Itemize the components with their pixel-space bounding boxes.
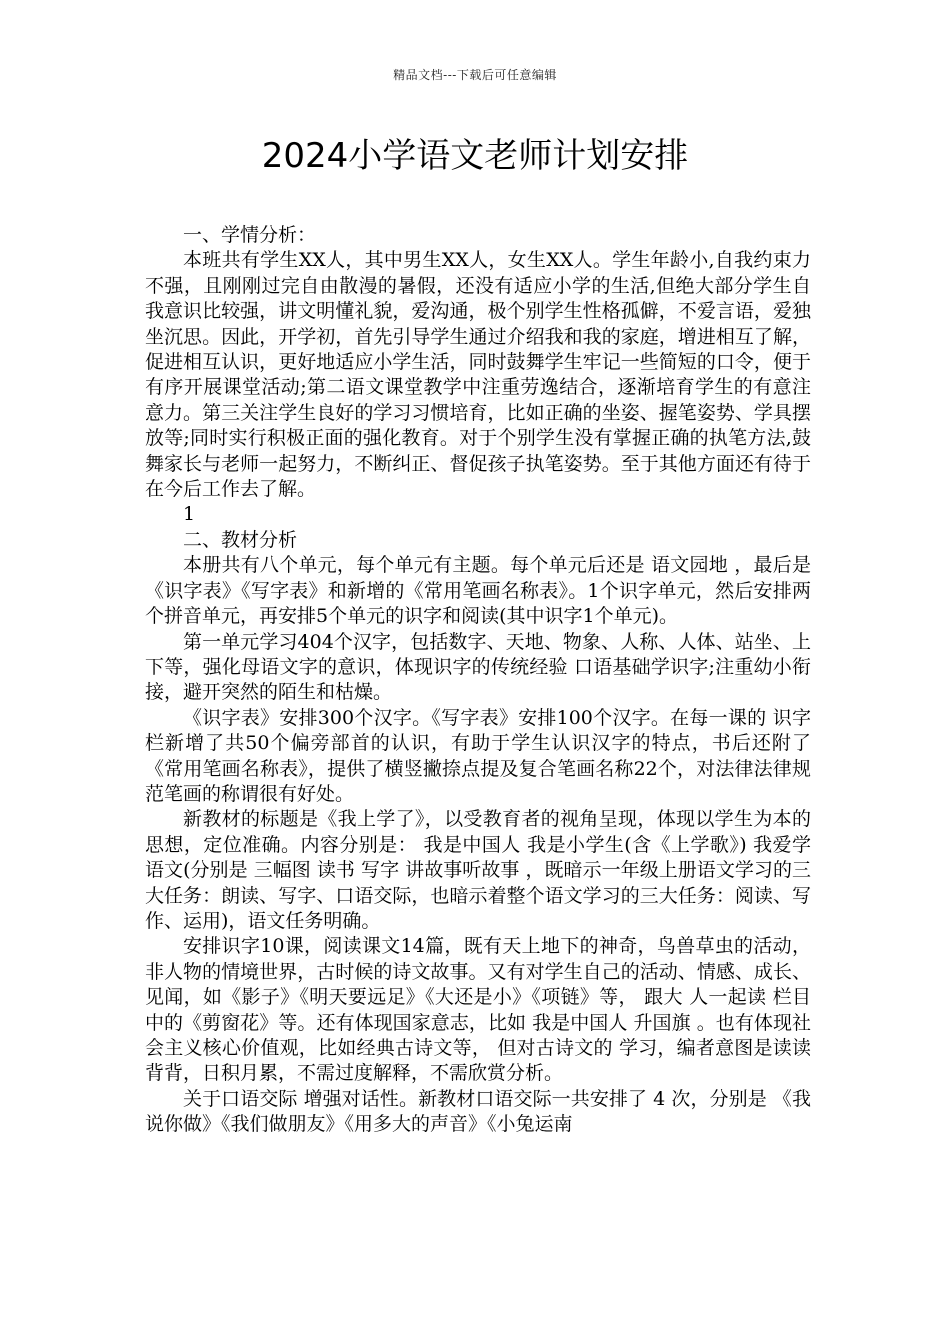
section-heading-textbook-analysis: 二、教材分析 xyxy=(183,528,298,551)
paragraph: 新教材的标题是《我上学了》，以受教育者的视角呈现，体现以学生为本的思想，定位准确。内容分别是： 我是中国人 我是小学生(含《上学歌》) 我爱学语文(分别是 三幅图 读书 写字 讲故事听故事 ，既暗示一年级上册语文学习的三大任务：朗读、写字、口语交际，也暗示着整个语文学习的三大任务：阅读、写作、运用)，语文任务明确。 xyxy=(145,808,811,932)
document-body xyxy=(145,223,811,1138)
paragraph: 安排识字10课，阅读课文14篇，既有天上地下的神奇，鸟兽草虫的活动，非人物的情境世界，古时候的诗文故事。又有对学生自己的活动、情感、成长、见闻，如《影子》《明天要远足》《大还是小》《项链》等， 跟大 人一起读 栏目中的《剪窗花》等。还有体现国家意志，比如 我是中国人 升国旗 。也有体现社会主义核心价值观，比如经典古诗文等， 但对古诗文的 学习，编者意图是读读背背，日积月累，不需过度解释，不需欣赏分析。 xyxy=(145,935,811,1085)
paragraph: 《识字表》安排300个汉字。《写字表》安排100个汉字。在每一课的 识字 栏新增了共50个偏旁部首的认识，有助于学生认识汉字的特点，书后还附了《常用笔画名称表》，提供了横竖撇捺点提及复合笔画名称22个，对法律法律规范笔画的称谓很有好处。 xyxy=(145,706,811,805)
header-note: 精品文档---下载后可任意编辑 xyxy=(393,68,557,82)
paragraph: 第一单元学习404个汉字，包括数字、天地、物象、人称、人体、站坐、上下等，强化母语文字的意识，体现识字的传统经验 口语基础学识字;注重幼小衔接，避开突然的陌生和枯燥。 xyxy=(145,630,811,704)
section-heading-learning-analysis: 一、学情分析： xyxy=(183,224,317,246)
paragraph: 1 xyxy=(183,503,196,526)
document-title: 2024小学语文老师计划安排 xyxy=(261,136,689,176)
paragraph: 本班共有学生XX人，其中男生XX人，女生XX人。学生年龄小,自我约束力不强，且刚刚过完自由散漫的暑假，还没有适应小学的生活,但绝大部分学生自我意识比较强，讲文明懂礼貌，爱沟通，极个别学生性格孤僻，不爱言语，爱独坐沉思。因此，开学初，首先引导学生通过介绍我和我的家庭，增进相互了解，促进相互认识，更好地适应小学生活，同时鼓舞学生牢记一些简短的口令，便于有序开展课堂活动;第二语文课堂教学中注重劳逸结合，逐渐培育学生的有意注意力。第三关注学生良好的学习习惯培育，比如正确的坐姿、握笔姿势、学具摆放等;同时实行积极正面的强化教育。对于个别学生没有掌握正确的执笔方法,鼓舞家长与老师一起努力，不断纠正、督促孩子执笔姿势。至于其他方面还有待于在今后工作去了解。 xyxy=(145,249,811,501)
paragraph: 本册共有八个单元，每个单元有主题。每个单元后还是 语文园地 ，最后是《识字表》《写字表》和新增的《常用笔画名称表》。1个识字单元，然后安排两个拼音单元，再安排5个单元的识字和阅读(其中识字1个单元)。 xyxy=(145,554,811,628)
paragraph: 关于口语交际 增强对话性。新教材口语交际一共安排了 4 次，分别是 《我说你做》《我们做朋友》《用多大的声音》《小兔运南 xyxy=(145,1087,811,1136)
